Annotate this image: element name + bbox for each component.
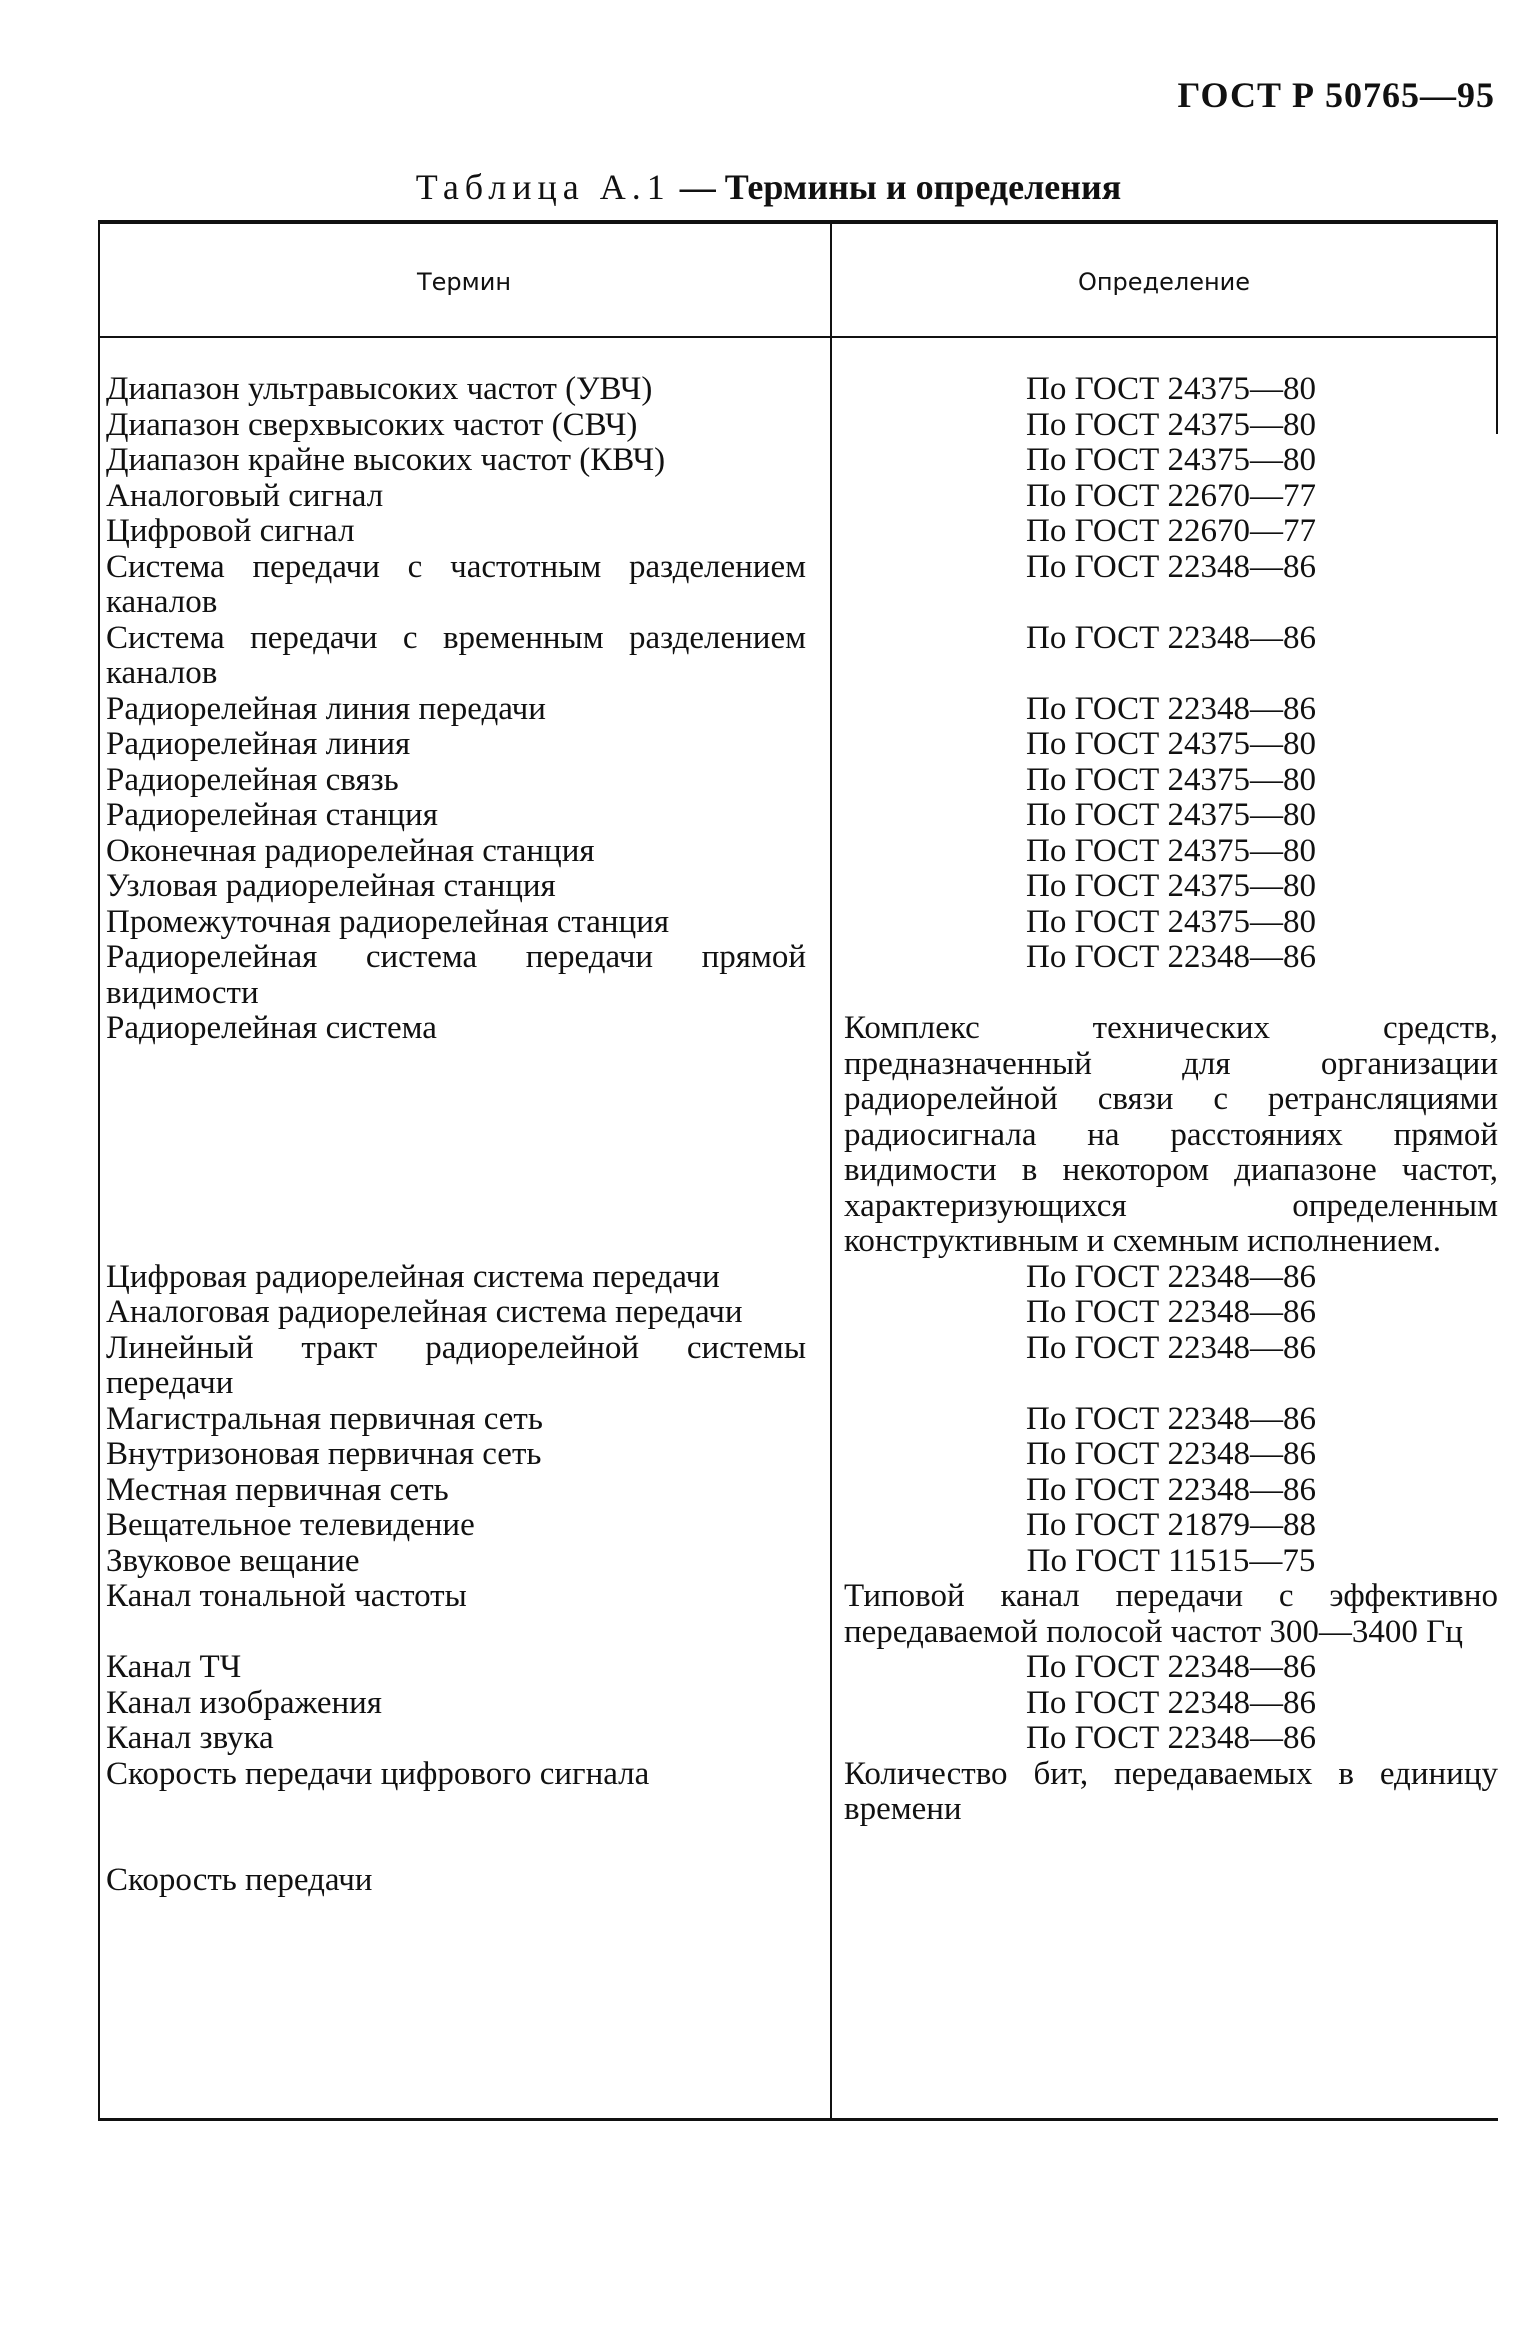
definition-cell: По ГОСТ 22348—86 [1026, 1436, 1316, 1472]
table-row [98, 621, 1498, 692]
term-cell: Канал тональной частоты [106, 1578, 467, 1614]
definition-cell: По ГОСТ 11515—75 [1026, 1542, 1316, 1579]
table-bottom-rule [98, 2118, 1498, 2121]
table-row [98, 1544, 1498, 1580]
term-cell: Канал звука [106, 1720, 274, 1756]
table-row [98, 798, 1498, 834]
table-row [98, 372, 1498, 408]
term-cell: Диапазон сверхвысоких частот (СВЧ) [106, 406, 638, 443]
table-row [98, 479, 1498, 515]
definition-cell: По ГОСТ 22348—86 [1026, 548, 1316, 585]
table-row [98, 1260, 1498, 1296]
term-cell: Радиорелейная система [106, 1010, 437, 1046]
definition-cell: Типовой канал передачи с эффективно передаваемой полосой частот 300—3400 Гц [844, 1578, 1498, 1650]
column-header-definition: Определение [1077, 268, 1251, 296]
definition-cell: По ГОСТ 24375—80 [1026, 726, 1316, 762]
definition-cell: Комплекс технических средств, предназначенный для организации радиорелейной связи с ретрансляциями радиосигнала на расстояниях прямой видимости в некотором диапазоне частот, характеризующихся определенным конструктивным и схемным исполнением. [844, 1010, 1498, 1259]
table-row [98, 1402, 1498, 1438]
definition-cell: По ГОСТ 24375—80 [1026, 442, 1316, 478]
term-cell: Диапазон крайне высоких частот (КВЧ) [106, 442, 666, 478]
term-cell: Магистральная первичная сеть [106, 1400, 543, 1437]
caption-prefix: Таблица А.1 [415, 167, 671, 207]
table-row [98, 1757, 1498, 1828]
term-cell: Оконечная радиорелейная станция [106, 832, 595, 869]
term-cell: Вещательное телевидение [106, 1507, 475, 1543]
term-cell: Радиорелейная станция [106, 797, 438, 833]
table-row [98, 408, 1498, 444]
table-row [98, 1437, 1498, 1473]
term-cell: Промежуточная радиорелейная станция [106, 903, 670, 940]
table-header-rule [98, 336, 1498, 338]
table-row [98, 1473, 1498, 1509]
definition-cell: По ГОСТ 22348—86 [1026, 939, 1316, 975]
term-cell: Радиорелейная связь [106, 761, 399, 798]
definition-cell: По ГОСТ 24375—80 [1026, 761, 1316, 798]
definition-cell: По ГОСТ 24375—80 [1026, 832, 1316, 869]
definition-cell: По ГОСТ 21879—88 [1026, 1507, 1316, 1543]
definition-cell: По ГОСТ 22348—86 [1026, 1684, 1316, 1721]
table-body [98, 372, 1498, 1899]
table-row [98, 1295, 1498, 1331]
definition-cell: По ГОСТ 22348—86 [1026, 1294, 1316, 1330]
term-cell: Радиорелейная линия передачи [106, 690, 546, 727]
definition-cell: По ГОСТ 22348—86 [1026, 1720, 1316, 1756]
term-cell: Узловая радиорелейная станция [106, 868, 556, 904]
definition-cell: По ГОСТ 22670—77 [1026, 477, 1316, 514]
term-cell: Цифровая радиорелейная система передачи [106, 1258, 720, 1295]
table-row [98, 1011, 1498, 1260]
definition-cell: По ГОСТ 22348—86 [1026, 1258, 1316, 1295]
definition-cell: По ГОСТ 24375—80 [1026, 406, 1316, 443]
table-row [98, 727, 1498, 763]
definition-cell: По ГОСТ 24375—80 [1026, 371, 1316, 407]
definition-cell: По ГОСТ 22348—86 [1026, 619, 1316, 656]
standard-code: ГОСТ Р 50765—95 [1177, 75, 1495, 115]
term-cell: Звуковое вещание [106, 1542, 360, 1579]
definition-cell: По ГОСТ 24375—80 [1026, 797, 1316, 833]
table-row [98, 1686, 1498, 1722]
table-caption [0, 166, 1537, 208]
definition-cell: По ГОСТ 22348—86 [1026, 1400, 1316, 1437]
term-cell: Скорость передачи [106, 1862, 373, 1898]
table-row [98, 834, 1498, 870]
definition-cell: По ГОСТ 24375—80 [1026, 903, 1316, 940]
table-row [98, 1579, 1498, 1650]
definition-cell: По ГОСТ 22348—86 [1026, 1649, 1316, 1685]
row-gap [98, 1828, 1498, 1864]
table-row [98, 443, 1498, 479]
table-row [98, 940, 1498, 1011]
table-row [98, 763, 1498, 799]
definition-cell: По ГОСТ 22348—86 [1026, 690, 1316, 727]
definition-cell: По ГОСТ 22348—86 [1026, 1329, 1316, 1366]
column-header-term: Термин [416, 268, 512, 296]
term-cell: Радиорелейная система передачи прямой видимости [106, 939, 806, 1011]
table-row [98, 692, 1498, 728]
definition-cell: По ГОСТ 22348—86 [1026, 1471, 1316, 1508]
table-row [98, 869, 1498, 905]
table-top-rule [98, 220, 1498, 224]
term-cell: Линейный тракт радиорелейной системы передачи [106, 1329, 806, 1401]
term-cell: Канал ТЧ [106, 1649, 242, 1685]
table-row [98, 1721, 1498, 1757]
table-row [98, 514, 1498, 550]
term-cell: Канал изображения [106, 1684, 382, 1721]
table-row [98, 550, 1498, 621]
definition-cell: По ГОСТ 22670—77 [1026, 513, 1316, 549]
term-cell: Система передачи с частотным разделением каналов [106, 548, 806, 620]
table-row [98, 1863, 1498, 1899]
term-cell: Внутризоновая первичная сеть [106, 1436, 542, 1472]
term-cell: Система передачи с временным разделением каналов [106, 619, 806, 691]
term-cell: Аналоговая радиорелейная система передачи [106, 1294, 743, 1330]
term-cell: Местная первичная сеть [106, 1471, 449, 1508]
term-cell: Радиорелейная линия [106, 726, 411, 762]
caption-title: — Термины и определения [679, 167, 1122, 207]
table-row [98, 1331, 1498, 1402]
table-row [98, 905, 1498, 941]
term-cell: Аналоговый сигнал [106, 477, 384, 514]
table-row [98, 1508, 1498, 1544]
definition-cell: По ГОСТ 24375—80 [1026, 868, 1316, 904]
term-cell: Скорость передачи цифрового сигнала [106, 1755, 650, 1792]
term-cell: Диапазон ультравысоких частот (УВЧ) [106, 371, 653, 407]
definition-cell: Количество бит, передаваемых в единицу времени [844, 1755, 1498, 1827]
table-row [98, 1650, 1498, 1686]
term-cell: Цифровой сигнал [106, 513, 355, 549]
